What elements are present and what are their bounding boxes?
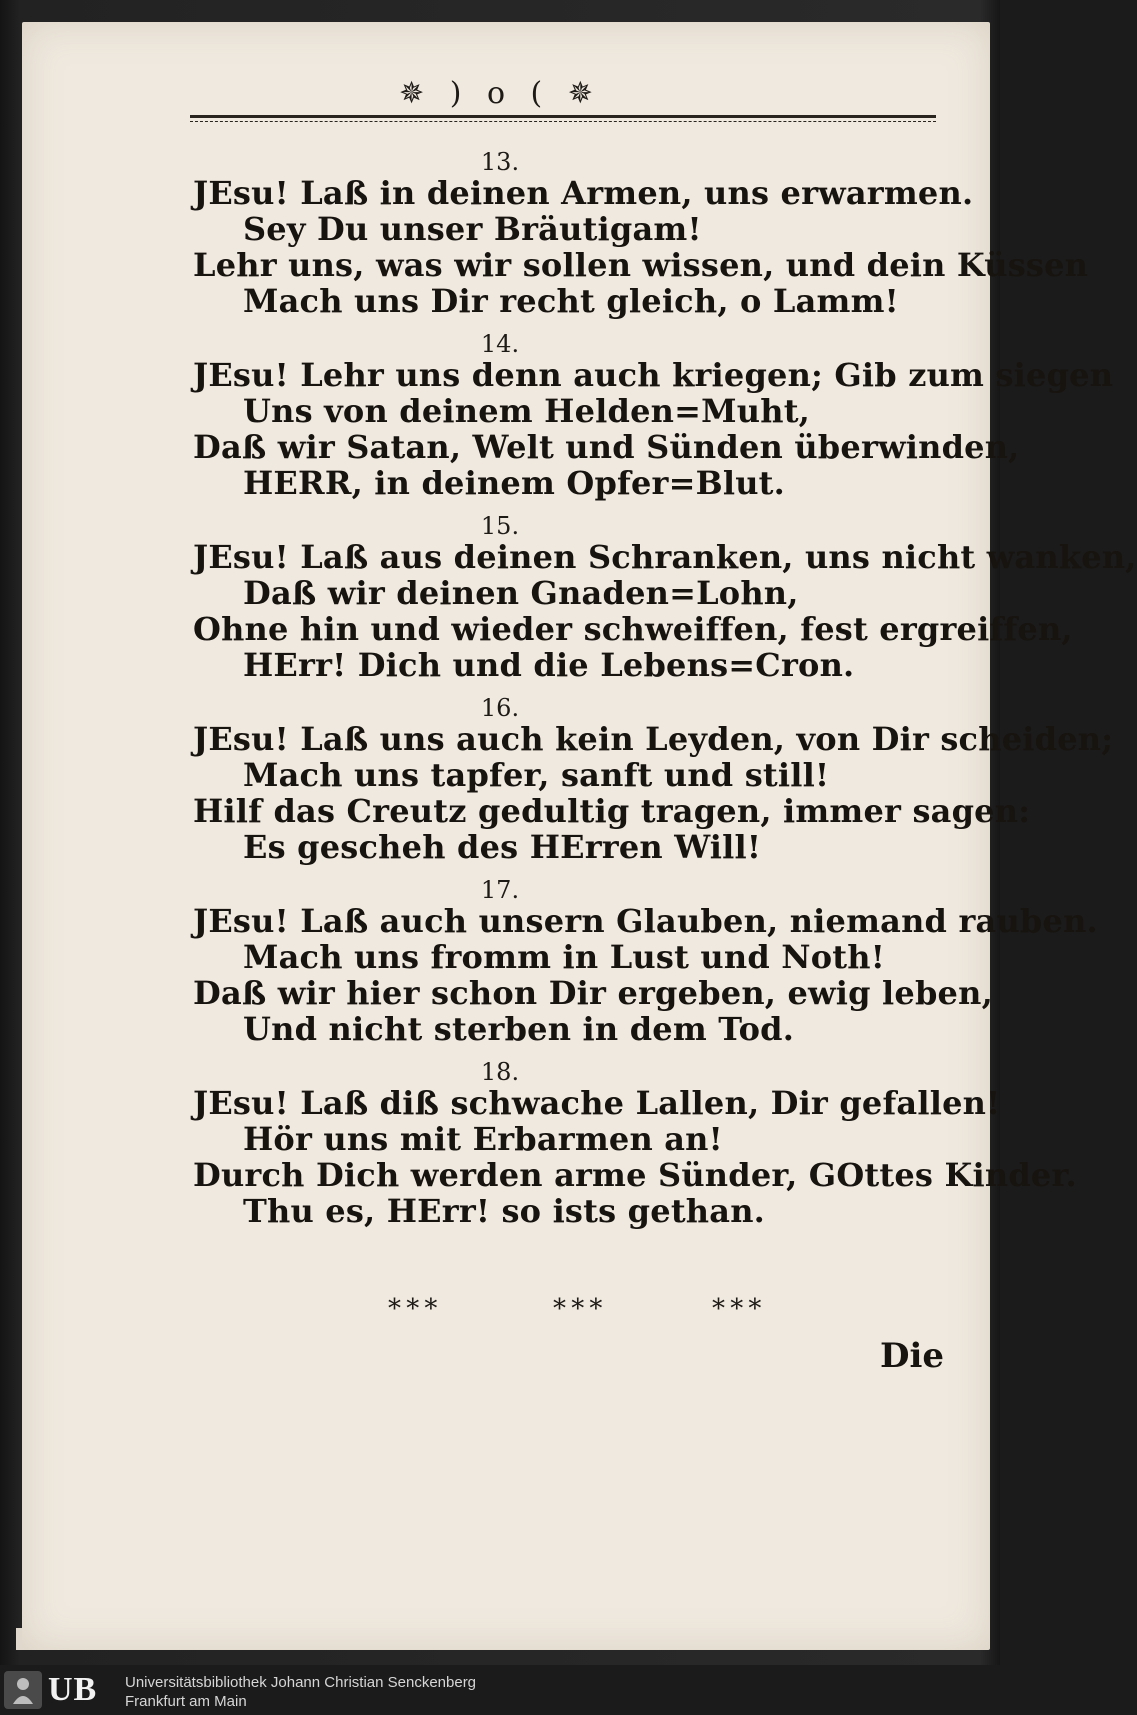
library-name [125,1673,476,1711]
verse-number: 18. [480,1058,520,1086]
verse-line: Daß wir Satan, Welt und Sünden überwinden, [193,428,1020,466]
verse-16 [0,694,1114,876]
verse-line: JEsu! Laß aus deinen Schranken, uns nicht wanken, [193,538,1137,576]
verse-line: Sey Du unser Bräutigam! [243,210,702,248]
verse-number: 15. [480,512,520,540]
hymn-verses [0,148,1137,1240]
verse-line: Mach uns Dir recht gleich, o Lamm! [243,282,899,320]
verse-line: Daß wir deinen Gnaden=Lohn, [243,574,799,612]
verse-line: Daß wir hier schon Dir ergeben, ewig leben, [193,974,993,1012]
verse-line: JEsu! Laß uns auch kein Leyden, von Dir scheiden; [193,720,1114,758]
verse-number: 17. [480,876,520,904]
verse-line: JEsu! Lehr uns denn auch kriegen; Gib zum siegen [193,356,1114,394]
header-rule-dashed [190,121,936,122]
library-footer [0,1665,1000,1715]
verse-number: 16. [480,694,520,722]
asterism-ornament: * * * [553,1294,603,1324]
verse-line: JEsu! Laß auch unsern Glauben, niemand rauben. [193,902,1098,940]
verse-14 [0,330,1114,512]
library-name-line1: Universitätsbibliothek Johann Christian Senckenberg [125,1674,477,1691]
header-rule [190,115,936,118]
ub-logo-text: UB [48,1671,98,1708]
verse-line: Und nicht sterben in dem Tod. [243,1010,795,1048]
verse-line: Hilf das Creutz gedultig tragen, immer sagen: [193,792,1031,830]
verse-number: 14. [480,330,520,358]
verse-line: Uns von deinem Helden=Muht, [243,392,811,430]
verse-line: Mach uns tapfer, sanft und still! [243,756,830,794]
verse-line: Es gescheh des HErren Will! [243,828,762,866]
asterism-ornament: * * * [388,1294,438,1324]
verse-13 [0,148,1089,330]
verse-line: JEsu! Laß diß schwache Lallen, Dir gefallen! [193,1084,1001,1122]
verse-17 [0,876,1098,1058]
verse-line: Ohne hin und wieder schweiffen, fest ergreiffen, [193,610,1073,648]
verse-18 [0,1058,1077,1240]
verse-line: Mach uns fromm in Lust und Noth! [243,938,885,976]
asterism-ornament: * * * [712,1294,762,1324]
catchword: Die [880,1336,945,1376]
ub-logo[interactable] [4,1671,114,1709]
verse-line: Hör uns mit Erbarmen an! [243,1120,723,1158]
verse-line: HERR, in deinem Opfer=Blut. [243,464,786,502]
verse-line: Thu es, HErr! so ists gethan. [243,1192,766,1230]
header-ornament: ✵ ) o ( ✵ [399,76,601,111]
verse-15 [0,512,1137,694]
verse-line: JEsu! Laß in deinen Armen, uns erwarmen. [193,174,974,212]
verse-line: Durch Dich werden arme Sünder, GOttes Kinder. [193,1156,1077,1194]
library-name-line2: Frankfurt am Main [125,1693,247,1710]
verse-line: Lehr uns, was wir sollen wissen, und dein Küssen [193,246,1089,284]
verse-line: HErr! Dich und die Lebens=Cron. [243,646,855,684]
verse-number: 13. [480,148,520,176]
library-emblem-icon [4,1671,42,1709]
